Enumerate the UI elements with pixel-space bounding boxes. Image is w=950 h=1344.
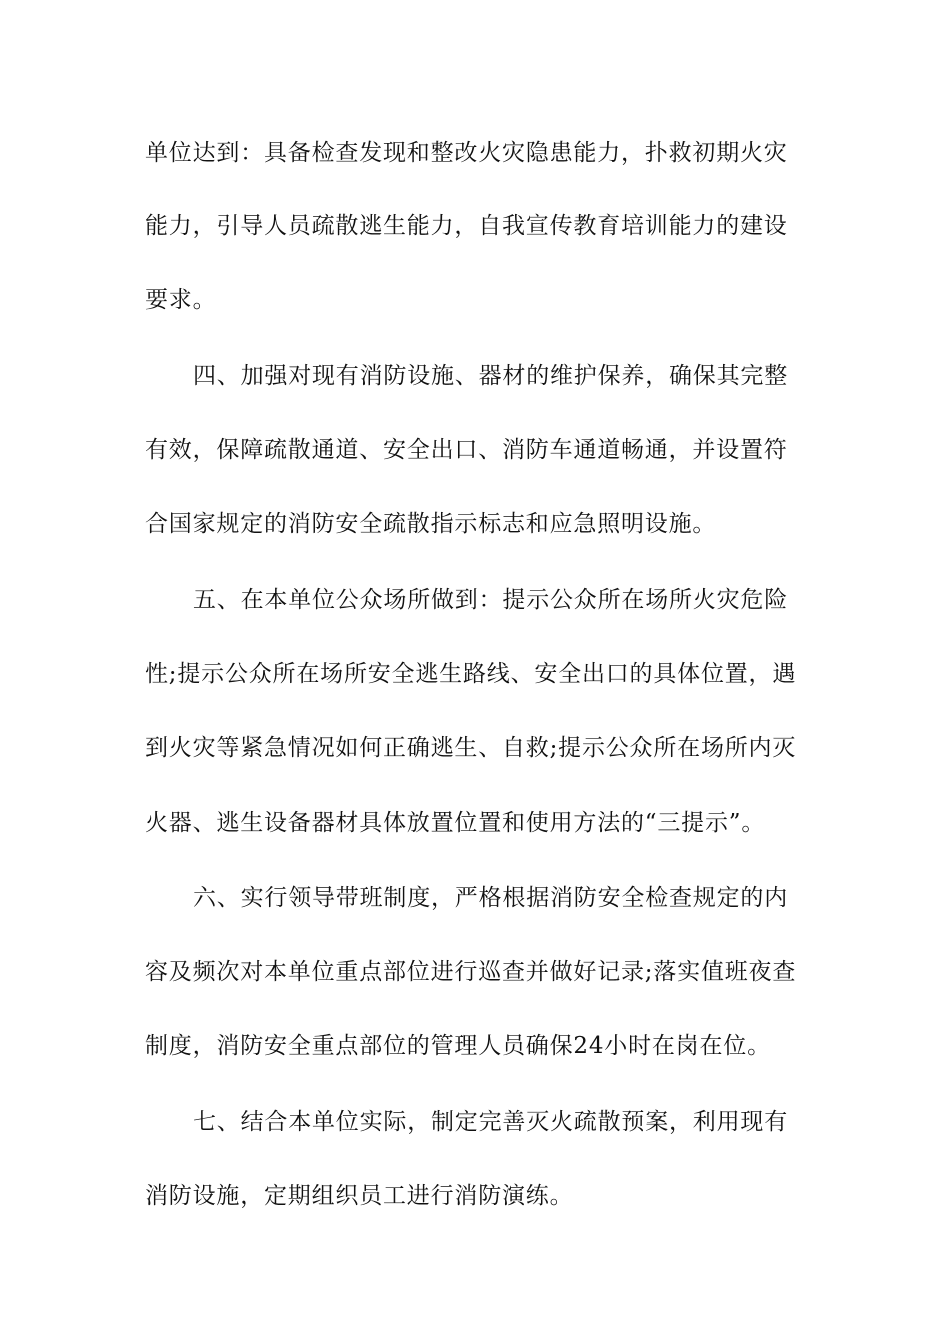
text-line: 合国家规定的消防安全疏散指示标志和应急照明设施。 <box>145 511 717 537</box>
text-line: 消防设施，定期组织员工进行消防演练。 <box>145 1183 574 1209</box>
paragraph-5-first-line: 五、在本单位公众场所做到：提示公众所在场所火灾危险 <box>193 587 788 613</box>
paragraph-6-first-line: 六、实行领导带班制度，严格根据消防安全检查规定的内 <box>193 885 788 911</box>
paragraph-7-first-line: 七、结合本单位实际，制定完善灭火疏散预案，利用现有 <box>193 1109 788 1135</box>
text-line: 有效，保障疏散通道、安全出口、消防车通道畅通，并设置符 <box>145 437 788 463</box>
paragraph-4-first-line: 四、加强对现有消防设施、器材的维护保养，确保其完整 <box>193 363 788 389</box>
text-line: 到火灾等紧急情况如何正确逃生、自救;提示公众所在场所内灭 <box>145 735 797 761</box>
text-line: 要求。 <box>145 287 217 313</box>
text-line: 性;提示公众所在场所安全逃生路线、安全出口的具体位置，遇 <box>145 661 797 687</box>
text-line: 火器、逃生设备器材具体放置位置和使用方法的“三提示”。 <box>145 810 766 836</box>
text-line: 容及频次对本单位重点部位进行巡查并做好记录;落实值班夜查 <box>145 959 797 985</box>
text-line: 能力，引导人员疏散逃生能力，自我宣传教育培训能力的建设 <box>145 213 788 239</box>
text-line: 制度，消防安全重点部位的管理人员确保24小时在岗在位。 <box>145 1033 771 1059</box>
text-line: 单位达到：具备检查发现和整改火灾隐患能力，扑救初期火灾 <box>145 140 788 166</box>
